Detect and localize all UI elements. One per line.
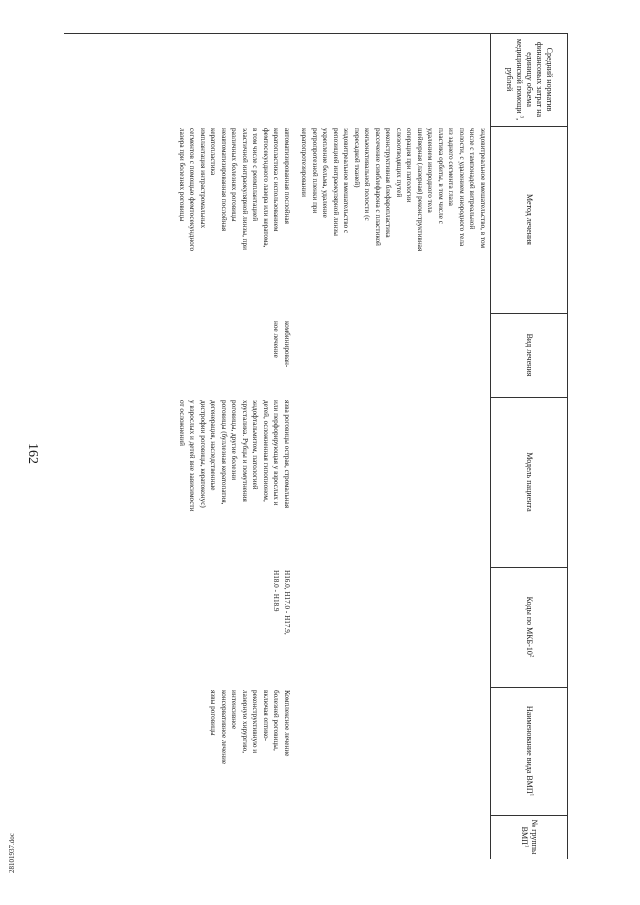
patient-model-line: язва роговицы острая, стромальная xyxy=(283,400,291,508)
method-line: реконструктивная блефаропластика xyxy=(384,128,393,238)
method-line: шейверная (лазерная) реконструктивная xyxy=(416,128,424,252)
method-line: различных болезнях роговицы xyxy=(230,128,239,222)
patient-model-line: дегенерация, наследственные xyxy=(209,400,218,491)
header-cost xyxy=(491,33,568,126)
document-code: 28101937.doc xyxy=(8,833,16,873)
method-line: имплантация интрастромальных xyxy=(199,128,207,229)
header-group-no-text: № группы ВМП xyxy=(520,819,540,855)
method-line: эндовитреальное вмешательство, в том xyxy=(479,128,487,249)
method-line: неавтоматизированная послойная xyxy=(220,128,228,232)
method-line: в том числе с реимплантацией xyxy=(251,128,260,222)
col-divider xyxy=(491,313,568,314)
col-divider xyxy=(491,126,568,127)
header-treatment-type-text: Вид лечения xyxy=(525,333,535,377)
treatment-name-line: язвы роговицы xyxy=(209,690,218,736)
patient-model-line: роговицы (буллезная кератопатия, xyxy=(220,400,228,505)
header-method xyxy=(491,126,568,313)
method-line: из заднего сегмента глаза xyxy=(447,128,456,206)
method-line: операция при патологии xyxy=(405,128,414,203)
method-line: эластичной интраокулярной линзы, при xyxy=(241,128,249,250)
header-name-sup: 1 xyxy=(529,793,535,797)
row2-treatment-type xyxy=(271,321,292,397)
header-icd-codes-text: Коды по МКБ-10 xyxy=(525,596,535,655)
patient-model-line: у взрослых и детей вне зависимости xyxy=(188,400,197,512)
header-method-text: Метод лечения xyxy=(525,194,535,245)
header-cost-sup: 3 xyxy=(519,115,525,119)
header-name-text: Наименование вида ВМП xyxy=(525,705,535,794)
header-patient-model xyxy=(491,397,568,567)
method-line: полости, с удалением инородного тела xyxy=(458,128,466,247)
treatment-name-line: интенсивное xyxy=(230,690,239,730)
header-name xyxy=(491,687,568,815)
col-divider xyxy=(491,567,568,568)
header-group-no xyxy=(491,815,568,859)
patient-model-line: хрусталика. Рубцы и помутнения xyxy=(241,400,249,502)
treatment-name-line: консервативное лечение xyxy=(220,690,228,765)
method-line: удалением инородного тела xyxy=(426,128,435,213)
method-line: конъюнктивальной полости (с xyxy=(363,128,372,221)
treatment-name-line: реконструктивную и xyxy=(251,690,260,754)
treatment-table xyxy=(64,33,568,859)
patient-model-line: эндофтальмитом, патологией xyxy=(251,400,260,490)
header-icd-codes xyxy=(491,567,568,687)
row2-icd-codes xyxy=(271,570,292,687)
patient-model-line: или перфорирующая у взрослых и xyxy=(272,400,281,506)
method-line: кератопротезировании xyxy=(300,128,309,197)
method-line: укрепление бельма, удаление xyxy=(321,128,330,218)
method-line: сегментов с помощью фемтосекундного xyxy=(188,128,197,252)
col-divider xyxy=(491,397,568,398)
table-top-border xyxy=(567,33,568,859)
table-edge xyxy=(64,33,568,34)
method-line: лазера при болезнях роговицы xyxy=(178,128,186,222)
method-line: пластика орбиты, в том числе с xyxy=(437,128,445,224)
method-line: пересадкой тканей) xyxy=(353,128,361,188)
method-line: эндовитреальное вмешательство с xyxy=(342,128,351,234)
page-number: 162 xyxy=(25,443,40,464)
row1-methods xyxy=(299,128,488,313)
method-line: фемтосекундного лазера или кератома, xyxy=(262,128,270,248)
icd-code-line: H18.0 - H18.9 xyxy=(272,570,281,612)
patient-model-line: от осложнений xyxy=(178,400,186,446)
treatment-type-line: ное лечение xyxy=(272,321,281,358)
treatment-name-line: Комплексное лечение xyxy=(283,690,291,757)
icd-code-line: H16.0, H17.0 - H17.9, xyxy=(283,570,291,635)
header-treatment-type xyxy=(491,313,568,397)
header-cost-text: Средний норматив финансовых затрат на единицу объема медицинской помощи xyxy=(515,38,555,118)
row2-methods xyxy=(177,128,293,313)
row2-patient-model xyxy=(177,400,293,567)
treatment-type-line: комбинирован- xyxy=(283,321,291,368)
patient-model-line: детей, осложненная гипопионом, xyxy=(262,400,270,502)
patient-model-line: дистрофии роговицы, кератоконус) xyxy=(199,400,207,508)
treatment-name-line: болезней роговицы, xyxy=(272,690,281,751)
row2-name xyxy=(208,690,292,815)
method-line: ретропротезной пленки при xyxy=(311,128,319,214)
method-line: числе с тампонадой витреальной xyxy=(468,128,477,230)
patient-model-line: роговицы, другие болезни xyxy=(230,400,239,481)
method-line: кератопластика с использованием xyxy=(272,128,281,232)
col-divider xyxy=(491,815,568,816)
method-line: слезоотводящих путей xyxy=(395,128,403,198)
treatment-name-line: лазерную хирургию, xyxy=(241,690,249,754)
method-line: кератопластика xyxy=(209,128,218,176)
header-icd-sup: 2 xyxy=(529,654,535,658)
header-group-sup: 1 xyxy=(524,844,530,848)
method-line: рассечение симблефарона с пластикой xyxy=(374,128,382,246)
header-bottom-border xyxy=(490,33,491,859)
col-divider xyxy=(491,687,568,688)
treatment-name-line: включая оптико- xyxy=(262,690,270,742)
method-line: автоматизированная послойная xyxy=(283,128,291,224)
header-patient-model-text: Модель пациента xyxy=(525,452,535,512)
header-cost-unit: , рублей xyxy=(505,67,525,121)
method-line: репозицией интраокулярной линзы xyxy=(332,128,340,236)
